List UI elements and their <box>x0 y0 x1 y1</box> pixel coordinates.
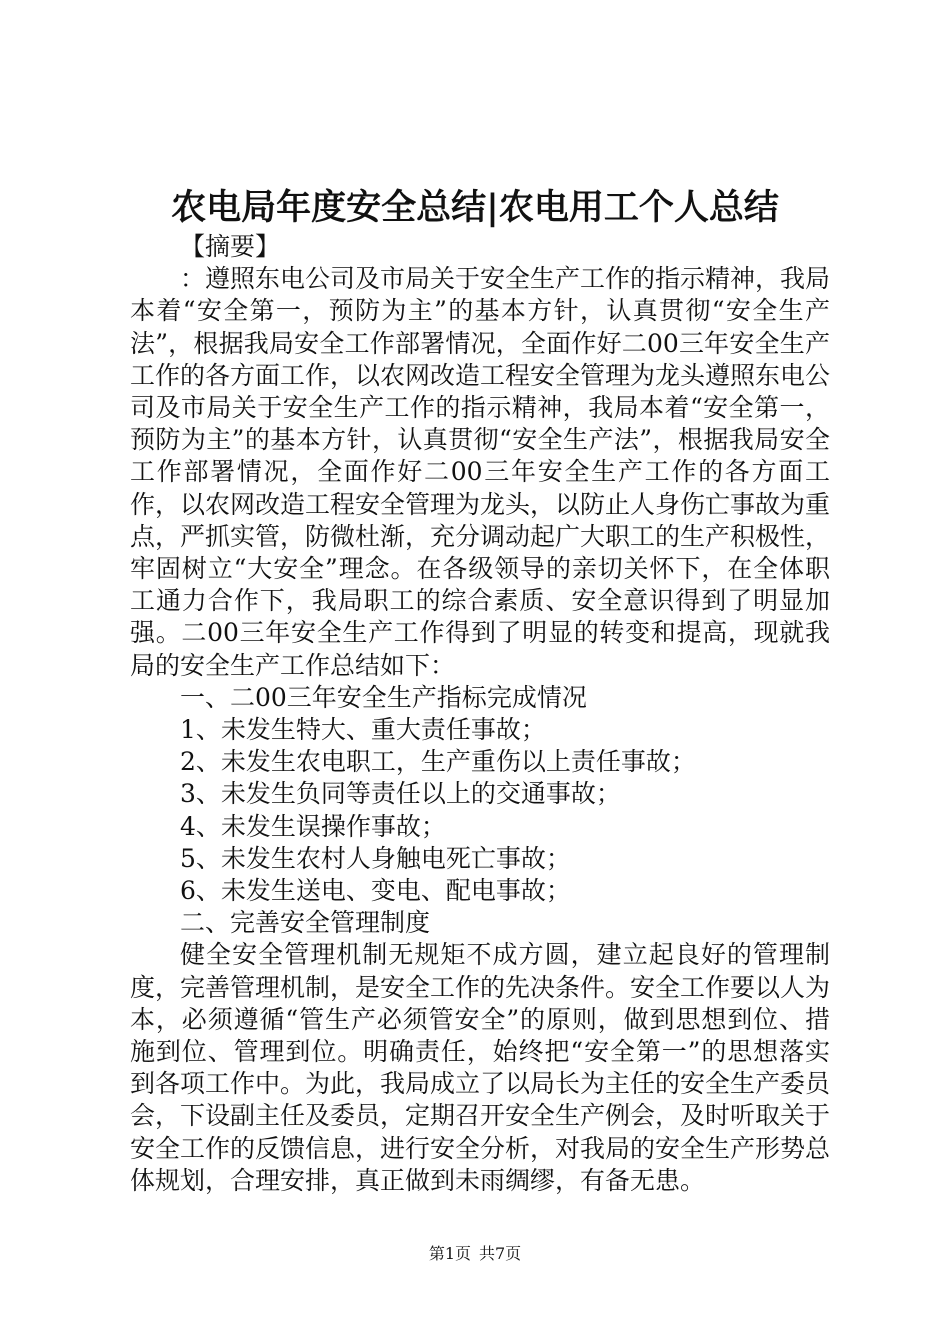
page-number: 第1页 <box>428 1244 471 1263</box>
abstract-heading: 【摘要】 <box>180 232 281 261</box>
document-title: 农电局年度安全总结|农电用工个人总结 <box>171 187 779 228</box>
section-heading-management: 二、完善安全管理制度 <box>180 908 431 938</box>
list-item: 6、未发生送电、变电、配电事故； <box>180 876 571 906</box>
list-item: 2、未发生农电职工，生产重伤以上责任事故； <box>180 747 696 777</box>
document-body <box>130 231 830 1197</box>
page-total: 共7页 <box>479 1244 522 1263</box>
abstract-paragraph: ：遵照东电公司及市局关于安全生产工作的指示精神，我局本着“安全第一，预防为主”的基本方针，认真贯彻“安全生产法”，根据我局安全工作部署情况，全面作好二00三年安全生产工作的各方面工作，以农网改造工程安全管理为龙头遵照东电公司及市局关于安全生产工作的指示精神，我局本着“安全第一，预防为主”的基本方针，认真贯彻“安全生产法”，根据我局安全工作部署情况，全面作好二00三年安全生产工作的各方面工作，以农网改造工程安全管理为龙头，以防止人身伤亡事故为重点，严抓实管，防微杜渐，充分调动起广大职工的生产积极性，牢固树立“大安全”理念。在各级领导的亲切关怀下，在全体职工通力合作下，我局职工的综合素质、安全意识得到了明显加强。二00三年安全生产工作得到了明显的转变和提高，现就我局的安全生产工作总结如下： <box>130 264 831 680</box>
list-item: 4、未发生误操作事故； <box>180 811 446 841</box>
list-item: 1、未发生特大、重大责任事故； <box>180 715 546 745</box>
list-item: 3、未发生负同等责任以上的交通事故； <box>180 779 621 809</box>
section-heading-indicators: 一、二00三年安全生产指标完成情况 <box>180 682 587 712</box>
page-footer <box>0 1244 950 1264</box>
list-item: 5、未发生农村人身触电死亡事故； <box>180 843 571 873</box>
management-paragraph: 健全安全管理机制无规矩不成方圆，建立起良好的管理制度，完善管理机制，是安全工作的先决条件。安全工作要以人为本，必须遵循“管生产必须管安全”的原则，做到思想到位、措施到位、管理到位。明确责任，始终把“安全第一”的思想落实到各项工作中。为此，我局成立了以局长为主任的安全生产委员会，下设副主任及委员，定期召开安全生产例会，及时听取关于安全工作的反馈信息，进行安全分析，对我局的安全生产形势总体规划，合理安排，真正做到未雨绸缪，有备无患。 <box>130 940 831 1195</box>
